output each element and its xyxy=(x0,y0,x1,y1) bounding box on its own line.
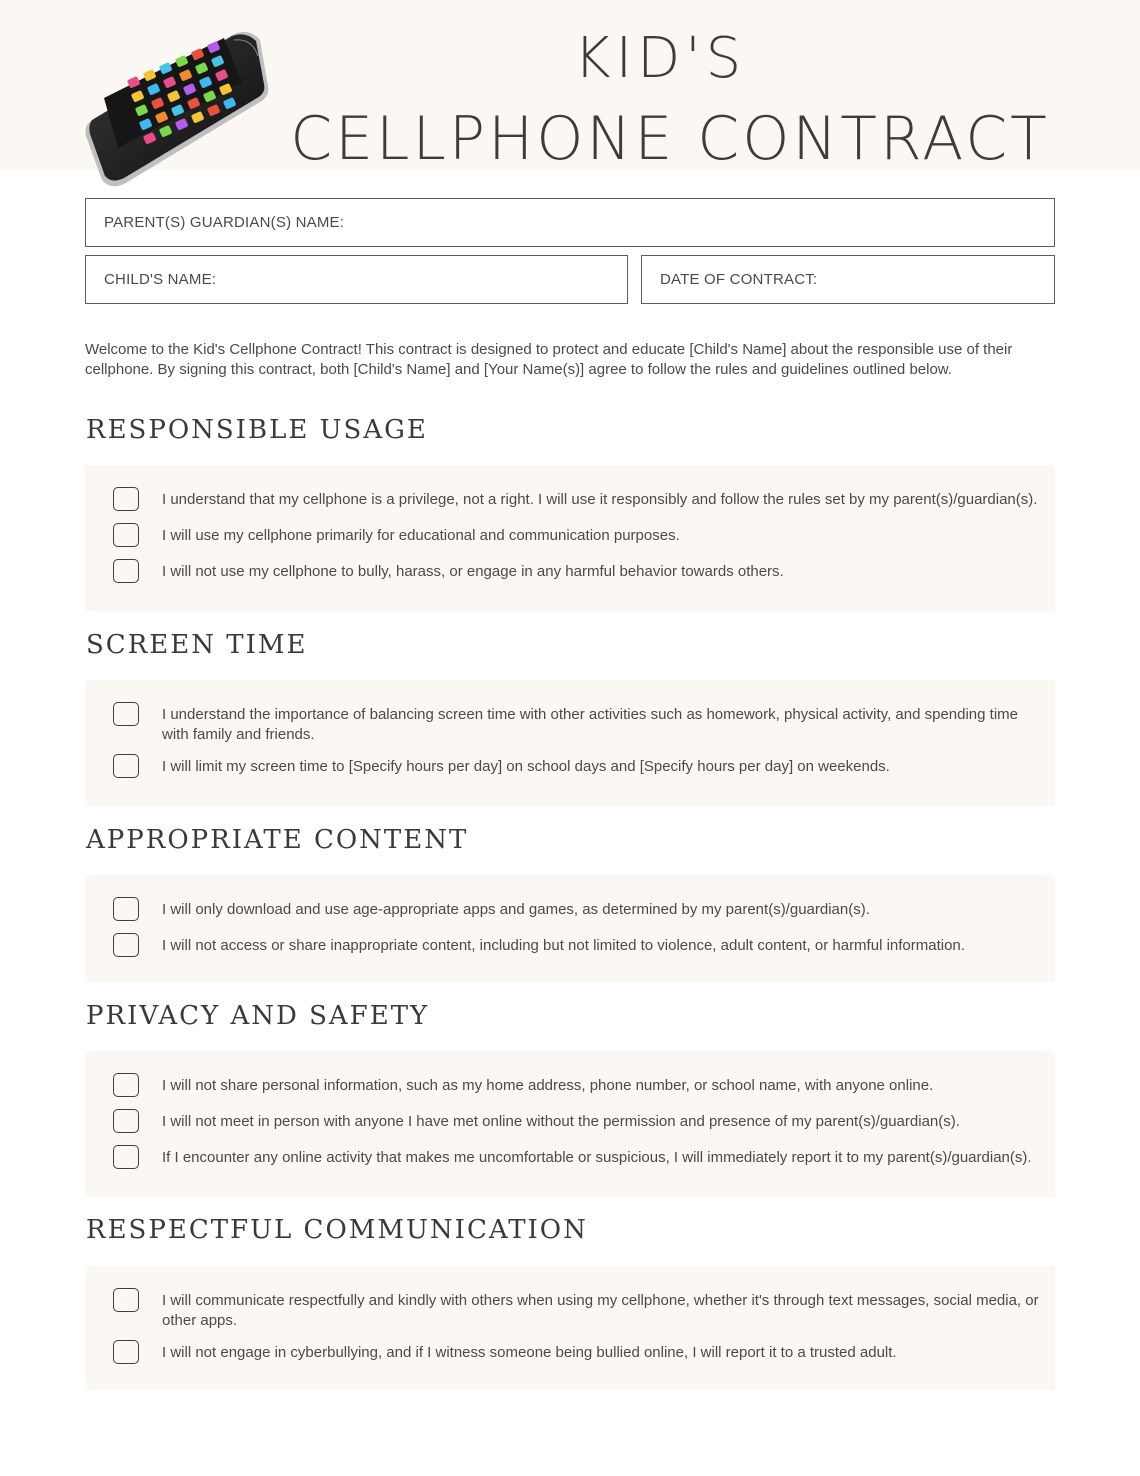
checkbox[interactable] xyxy=(113,1145,139,1169)
date-of-contract-field[interactable] xyxy=(641,255,1055,304)
parent-guardian-name-label: PARENT(S) GUARDIAN(S) NAME: xyxy=(104,214,345,231)
checkbox[interactable] xyxy=(113,1109,139,1133)
checkbox[interactable] xyxy=(113,487,139,511)
checklist-item-text: I will not engage in cyberbullying, and if I witness someone being bullied online, I will report it to a trusted adult. xyxy=(162,1344,897,1361)
child-name-label: CHILD'S NAME: xyxy=(104,271,217,288)
checkbox[interactable] xyxy=(113,1340,139,1364)
intro-paragraph: Welcome to the Kid's Cellphone Contract! This contract is designed to protect and educate [Child's Name] about the responsible use of their cellphone. By signing this contract, both [Child's Name] and [Your Name(s)] agree to follow the rules and guidelines outlined below. xyxy=(85,341,1013,378)
checklist-item-text: I will not use my cellphone to bully, harass, or engage in any harmful behavior towards others. xyxy=(162,563,784,580)
parent-guardian-name-field[interactable] xyxy=(85,198,1055,247)
checkbox[interactable] xyxy=(113,523,139,547)
checklist-item-text: I will communicate respectfully and kindly with others when using my cellphone, whether it's through text messages, social media, or other apps. xyxy=(162,1292,1039,1329)
checklist-item-text: I will not share personal information, such as my home address, phone number, or school name, with anyone online. xyxy=(162,1077,934,1094)
section-title-screen-time: SCREEN TIME xyxy=(86,630,308,660)
title-kids: KID'S xyxy=(573,26,747,91)
section-card-responsible-usage xyxy=(85,465,1055,611)
checkbox[interactable] xyxy=(113,1288,139,1312)
checkbox[interactable] xyxy=(113,1073,139,1097)
smartphone-icon xyxy=(84,30,270,190)
title-cellphone-contract: CELLPHONE CONTRACT xyxy=(290,104,1050,174)
checklist-item-text: I will use my cellphone primarily for educational and communication purposes. xyxy=(162,527,680,544)
checklist-item-text: I will not meet in person with anyone I have met online without the permission and presence of my parent(s)/guardian(s). xyxy=(162,1113,960,1130)
section-title-respectful-communication: RESPECTFUL COMMUNICATION xyxy=(86,1215,588,1245)
checkbox[interactable] xyxy=(113,702,139,726)
checkbox[interactable] xyxy=(113,933,139,957)
section-card-respectful-communication xyxy=(85,1266,1055,1390)
checklist-item-text: I will only download and use age-appropriate apps and games, as determined by my parent(s)/guardian(s). xyxy=(162,901,870,918)
section-card-appropriate-content xyxy=(85,875,1055,982)
child-name-field[interactable] xyxy=(85,255,628,304)
section-title-appropriate-content: APPROPRIATE CONTENT xyxy=(86,825,469,855)
checklist-item-text: I understand the importance of balancing screen time with other activities such as homework, physical activity, and spending time with family and friends. xyxy=(162,706,1018,743)
checkbox[interactable] xyxy=(113,559,139,583)
date-of-contract-label: DATE OF CONTRACT: xyxy=(660,271,818,288)
checklist-item-text: I will limit my screen time to [Specify hours per day] on school days and [Specify hours per day] on weekends. xyxy=(162,758,890,775)
checkbox[interactable] xyxy=(113,754,139,778)
checklist-item-text: I understand that my cellphone is a privilege, not a right. I will use it responsibly and follow the rules set by my parent(s)/guardian(s). xyxy=(162,491,1038,508)
checklist-item-text: If I encounter any online activity that makes me uncomfortable or suspicious, I will immediately report it to my parent(s)/guardian(s). xyxy=(162,1149,1032,1166)
section-title-responsible-usage: RESPONSIBLE USAGE xyxy=(86,415,428,445)
section-title-privacy-and-safety: PRIVACY AND SAFETY xyxy=(86,1001,430,1031)
checkbox[interactable] xyxy=(113,897,139,921)
section-card-screen-time xyxy=(85,680,1055,806)
section-card-privacy-and-safety xyxy=(85,1051,1055,1197)
checklist-item-text: I will not access or share inappropriate content, including but not limited to violence, adult content, or harmful information. xyxy=(162,937,965,954)
